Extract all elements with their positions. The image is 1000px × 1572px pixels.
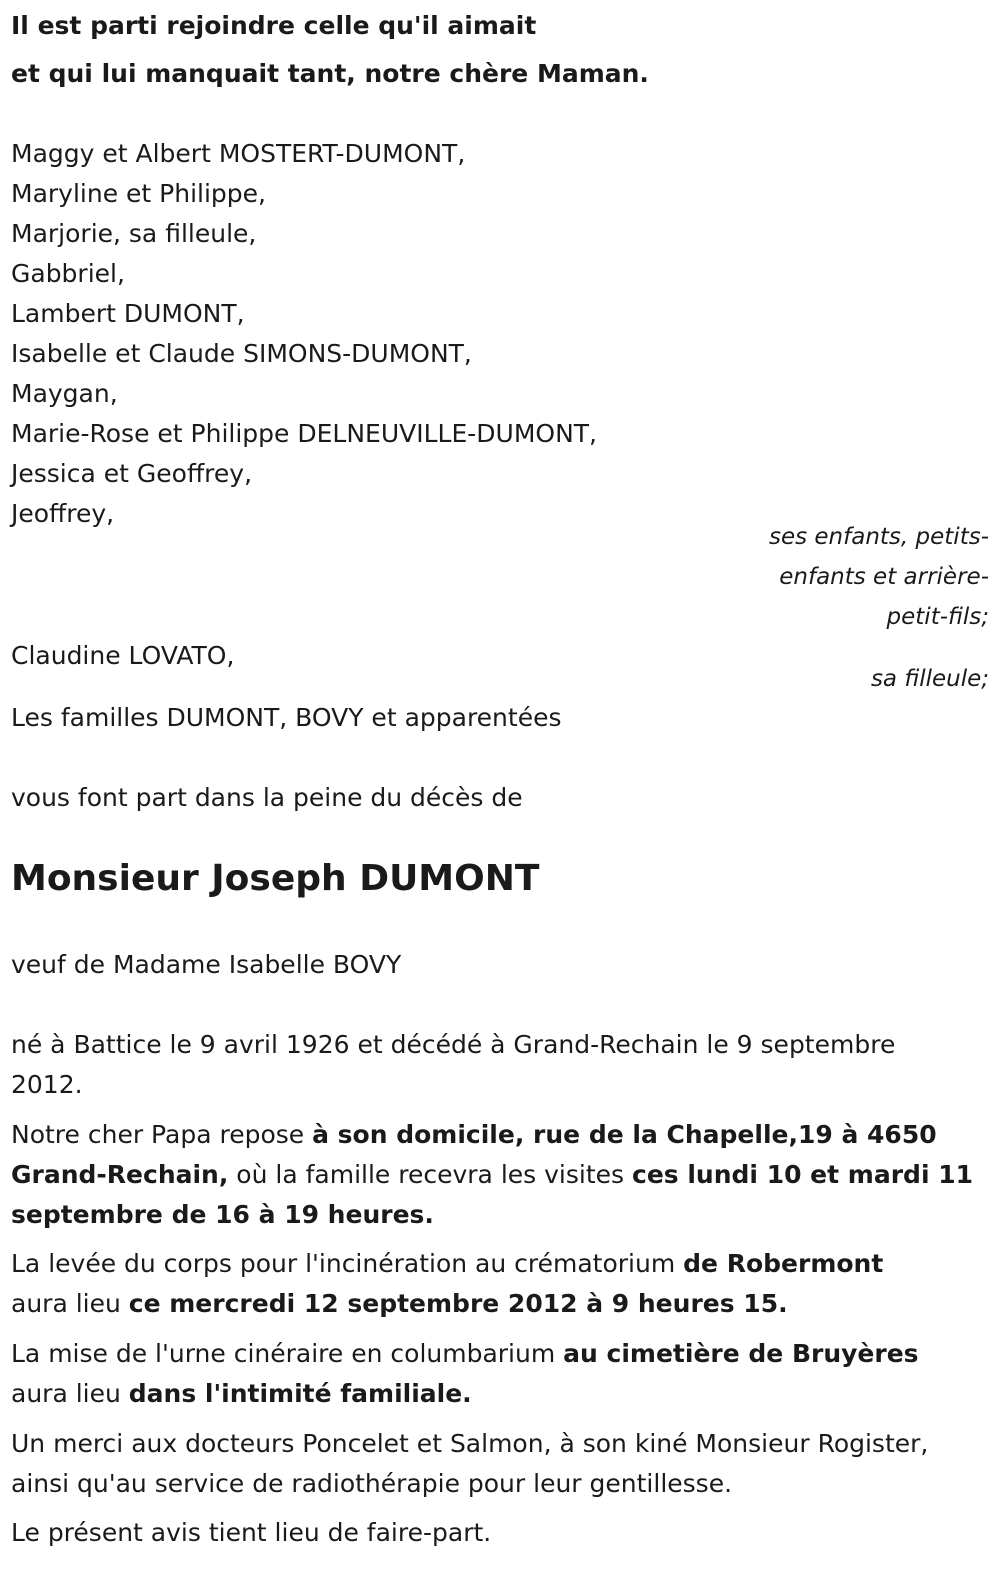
family-member: Maggy et Albert MOSTERT-DUMONT,: [11, 139, 466, 168]
family-member: Lambert DUMONT,: [11, 299, 245, 328]
rest-line: Grand-Rechain, où la famille recevra les visites ces lundi 10 et mardi 11: [11, 1160, 974, 1189]
family-member: Jessica et Geoffrey,: [11, 459, 253, 488]
birth-death-paragraph: [11, 1025, 989, 1105]
family-member: Isabelle et Claude SIMONS-DUMONT,: [11, 339, 472, 368]
thanks-line: ainsi qu'au service de radiothérapie pour leur gentillesse.: [11, 1469, 733, 1498]
family-member: Gabbriel,: [11, 259, 125, 288]
relation-line: ses enfants, petits-: [768, 524, 989, 550]
relation-children: [739, 517, 989, 637]
relation-line: enfants et arrière-: [779, 564, 989, 590]
urn-line: aura lieu dans l'intimité familiale.: [11, 1379, 472, 1408]
relation-line: petit-fils;: [886, 604, 989, 630]
birth-line: né à Battice le 9 avril 1926 et décédé à Grand-Rechain le 9 septembre: [11, 1030, 896, 1059]
intro-line-1: Il est parti rejoindre celle qu'il aimait: [11, 11, 537, 40]
families-line: Les familles DUMONT, BOVY et apparentées: [11, 703, 562, 732]
closing-line: Le présent avis tient lieu de faire-part.: [11, 1518, 492, 1547]
family-member: Marie-Rose et Philippe DELNEUVILLE-DUMONT,: [11, 419, 597, 448]
rest-line: septembre de 16 à 19 heures.: [11, 1200, 434, 1229]
rest-paragraph: [11, 1115, 989, 1235]
cremation-paragraph: [11, 1244, 989, 1324]
family-member: Maygan,: [11, 379, 118, 408]
thanks-line: Un merci aux docteurs Poncelet et Salmon, à son kiné Monsieur Rogister,: [11, 1429, 929, 1458]
family-list: [11, 134, 597, 534]
intro-line-2: et qui lui manquait tant, notre chère Maman.: [11, 59, 649, 88]
deceased-name: Monsieur Joseph DUMONT: [11, 858, 540, 899]
thanks-paragraph: [11, 1424, 989, 1504]
rest-line: Notre cher Papa repose à son domicile, rue de la Chapelle,19 à 4650: [11, 1120, 937, 1149]
cremation-line: La levée du corps pour l'incinération au crématorium de Robermont: [11, 1249, 884, 1278]
cremation-line: aura lieu ce mercredi 12 septembre 2012 à 9 heures 15.: [11, 1289, 788, 1318]
urn-line: La mise de l'urne cinéraire en columbarium au cimetière de Bruyères: [11, 1339, 919, 1368]
family-member: Maryline et Philippe,: [11, 179, 266, 208]
goddaughter-name: Claudine LOVATO,: [11, 641, 235, 670]
birth-line: 2012.: [11, 1070, 83, 1099]
relation-goddaughter: sa filleule;: [870, 666, 989, 692]
family-member: Marjorie, sa filleule,: [11, 219, 257, 248]
widower-line: veuf de Madame Isabelle BOVY: [11, 950, 402, 979]
urn-paragraph: [11, 1334, 989, 1414]
announcement: vous font part dans la peine du décès de: [11, 783, 523, 812]
family-member: Jeoffrey,: [11, 499, 115, 528]
